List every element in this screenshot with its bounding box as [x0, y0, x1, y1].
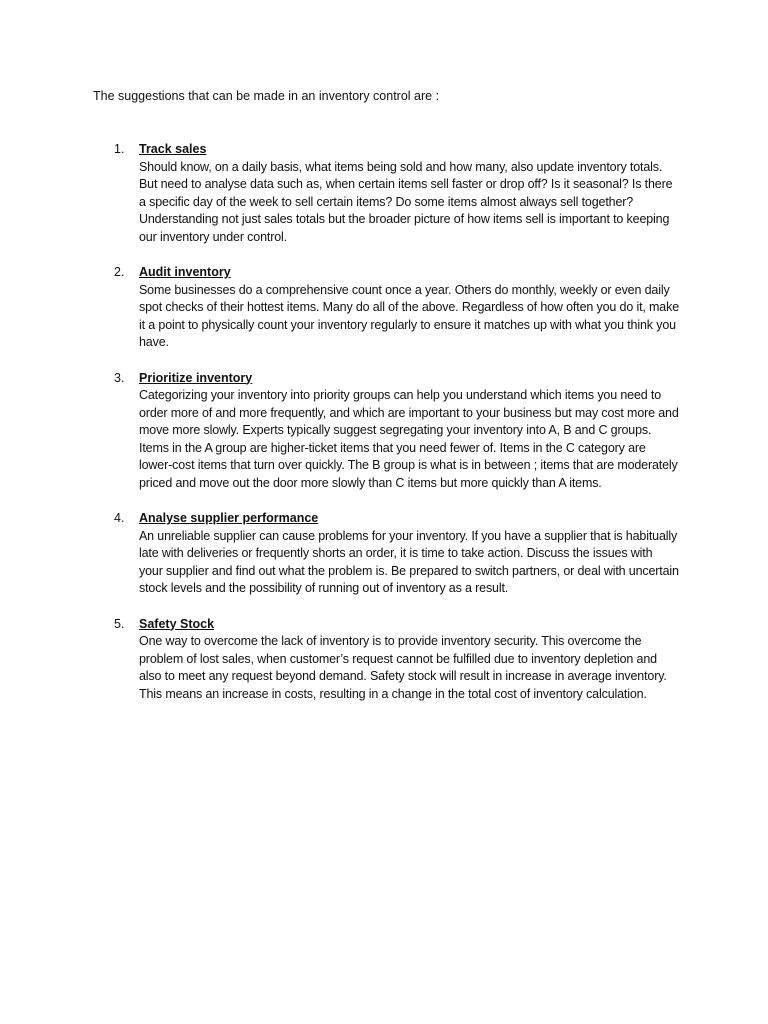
- item-heading: Prioritize inventory: [139, 370, 253, 385]
- intro-text: The suggestions that can be made in an inventory control are :: [93, 89, 440, 103]
- item-body: Categorizing your inventory into priority groups can help you understand which items you need to order more of and more frequently, and which are important to your business but may cost more and move more slowly. Experts typically suggest segregating your inventory into A, B and C groups. Items in the A group are higher-ticket items that you need fewer of. Items in the C category are lower-cost items that turn over quickly. The B group is what is in between ; items that are moderately priced and move out the door more slowly than C items but more quickly than A items.: [139, 388, 679, 490]
- item-number: 1.: [114, 142, 125, 156]
- item-heading: Safety Stock: [139, 616, 215, 631]
- item-number: 3.: [114, 370, 125, 385]
- suggestion-list: [0, 141, 768, 721]
- list-item: [0, 616, 768, 704]
- item-number: 4.: [114, 511, 125, 525]
- item-heading: Audit inventory: [139, 265, 231, 279]
- item-body: One way to overcome the lack of inventory is to provide inventory security. This overcome the problem of lost sales, when customer’s request cannot be fulfilled due to inventory depletion and also to meet any request beyond demand. Safety stock will result in increase in average inventory. This means an increase in costs, resulting in a change in the total cost of inventory calculation.: [139, 634, 667, 701]
- item-number: 2.: [114, 265, 125, 279]
- list-item: [0, 264, 768, 352]
- item-number: 5.: [114, 616, 125, 631]
- item-heading: Analyse supplier performance: [139, 511, 319, 525]
- item-body: Should know, on a daily basis, what items being sold and how many, also update inventory totals. But need to analyse data such as, when certain items sell faster or drop off? Is it seasonal? Is there a specific day of the week to sell certain items? Do some items almost always sell together? Understanding not just sales totals but the broader picture of how items sell is important to keeping our inventory under control.: [139, 159, 673, 244]
- item-body: An unreliable supplier can cause problems for your inventory. If you have a supplier that is habitually late with deliveries or frequently shorts an order, it is time to take action. Discuss the issues with your supplier and find out what the problem is. Be prepared to switch partners, or deal with uncertain stock levels and the possibility of running out of inventory as a result.: [139, 528, 679, 595]
- list-item: [0, 370, 768, 493]
- list-item: [0, 510, 768, 598]
- list-item: [0, 141, 768, 246]
- item-body: Some businesses do a comprehensive count once a year. Others do monthly, weekly or even daily spot checks of their hottest items. Many do all of the above. Regardless of how often you do it, make it a point to physically count your inventory regularly to ensure it matches up with what you think you have.: [139, 282, 680, 349]
- item-heading: Track sales: [139, 142, 207, 156]
